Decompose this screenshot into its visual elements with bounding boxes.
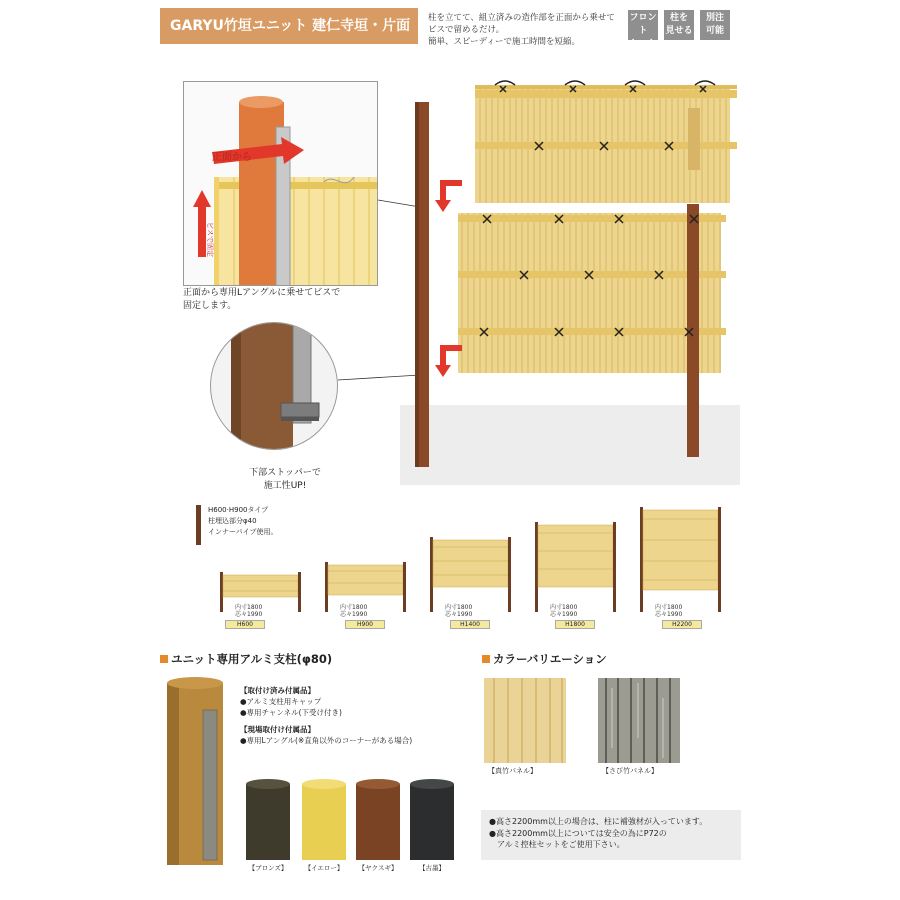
front-arrow-label: 正面から <box>212 152 252 163</box>
post-section-heading: ユニット専用アルミ支柱(φ80) <box>160 651 332 667</box>
size-h1800 <box>535 522 616 618</box>
post-color-yellow <box>302 778 346 860</box>
size-h900 <box>325 562 406 618</box>
inner-pipe-post <box>196 505 201 545</box>
svg-text:内寸1800: 内寸1800 <box>340 604 368 611</box>
svg-text:内寸1800: 内寸1800 <box>550 604 578 611</box>
size-h600 <box>220 572 301 618</box>
stopper-illustration <box>211 323 338 450</box>
size-note: H600·H900タイプ 柱埋込部分φ40 インナーパイプ使用。 <box>190 505 330 538</box>
svg-text:芯々1990: 芯々1990 <box>340 611 368 618</box>
header-description: 柱を立てて、組立済みの造作部を正面から乗せて ビスで留めるだけ。 簡単、スピーディーで施工時間を短縮。 <box>428 13 615 47</box>
svg-text:芯々1990: 芯々1990 <box>550 611 578 618</box>
show-post-badge: 柱を 見せる <box>664 10 694 40</box>
madake-panel-swatch <box>484 678 566 763</box>
svg-text:芯々1990: 芯々1990 <box>235 611 263 618</box>
svg-text:内寸1800: 内寸1800 <box>235 604 263 611</box>
yellow-label: 【イエロー】 <box>304 864 344 872</box>
size-h1400 <box>430 537 511 618</box>
front-set-badge: フロント セット <box>628 10 658 40</box>
screw-arrow-label: ビスで固定 <box>206 222 214 257</box>
sabitake-panel-swatch <box>598 678 680 763</box>
bronze-label: 【ブロンズ】 <box>248 864 288 872</box>
yakusugi-label: 【ヤクスギ】 <box>358 864 398 872</box>
custom-order-badge: 別注 可能 <box>700 10 730 40</box>
color-section-heading: カラーバリエーション <box>482 651 607 667</box>
notes-box: ●高さ2200mm以上の場合は、柱に補強材が入っています。 ●高さ2200mm以上については安全の為にP72の アルミ控柱セットをご使用下さい。 <box>481 810 741 860</box>
size-tag-h900: H900 <box>345 620 385 629</box>
post-color-bronze <box>246 778 290 860</box>
page-title: GARYU竹垣ユニット 建仁寺垣・片面 <box>160 8 418 44</box>
post-accessories: 【取付け済み付属品】 ●アルミ支柱用キャップ ●専用チャンネル(下受け付き) 【現場取付け付属品】 ●専用Lアングル(※直角以外のコーナーがある場合) <box>240 686 413 745</box>
kosumi-label: 【古墨】 <box>419 864 445 872</box>
main-fence-illustration <box>400 80 740 485</box>
sabitake-panel-label: 【さび竹パネル】 <box>602 767 658 775</box>
svg-text:芯々1990: 芯々1990 <box>655 611 683 618</box>
svg-text:内寸1800: 内寸1800 <box>445 604 473 611</box>
fence-svg <box>400 80 740 485</box>
stopper-caption: 下部ストッパーで 施工性UP! <box>249 468 321 491</box>
aluminum-post-illustration <box>165 675 225 865</box>
size-tag-h2200: H2200 <box>662 620 702 629</box>
size-tag-h1400: H1400 <box>450 620 490 629</box>
post-color-kosumi <box>410 778 454 860</box>
svg-text:芯々1990: 芯々1990 <box>445 611 473 618</box>
svg-text:内寸1800: 内寸1800 <box>655 604 683 611</box>
size-tag-h600: H600 <box>225 620 265 629</box>
size-variations <box>215 505 745 625</box>
madake-panel-label: 【真竹パネル】 <box>488 767 537 775</box>
size-h2200 <box>640 507 721 618</box>
stopper-detail-inset <box>210 322 338 450</box>
post-color-yakusugi <box>356 778 400 860</box>
size-tag-h1800: H1800 <box>555 620 595 629</box>
angle-detail-caption: 正面から専用Lアングルに乗せてビスで 固定します。 <box>183 288 341 311</box>
